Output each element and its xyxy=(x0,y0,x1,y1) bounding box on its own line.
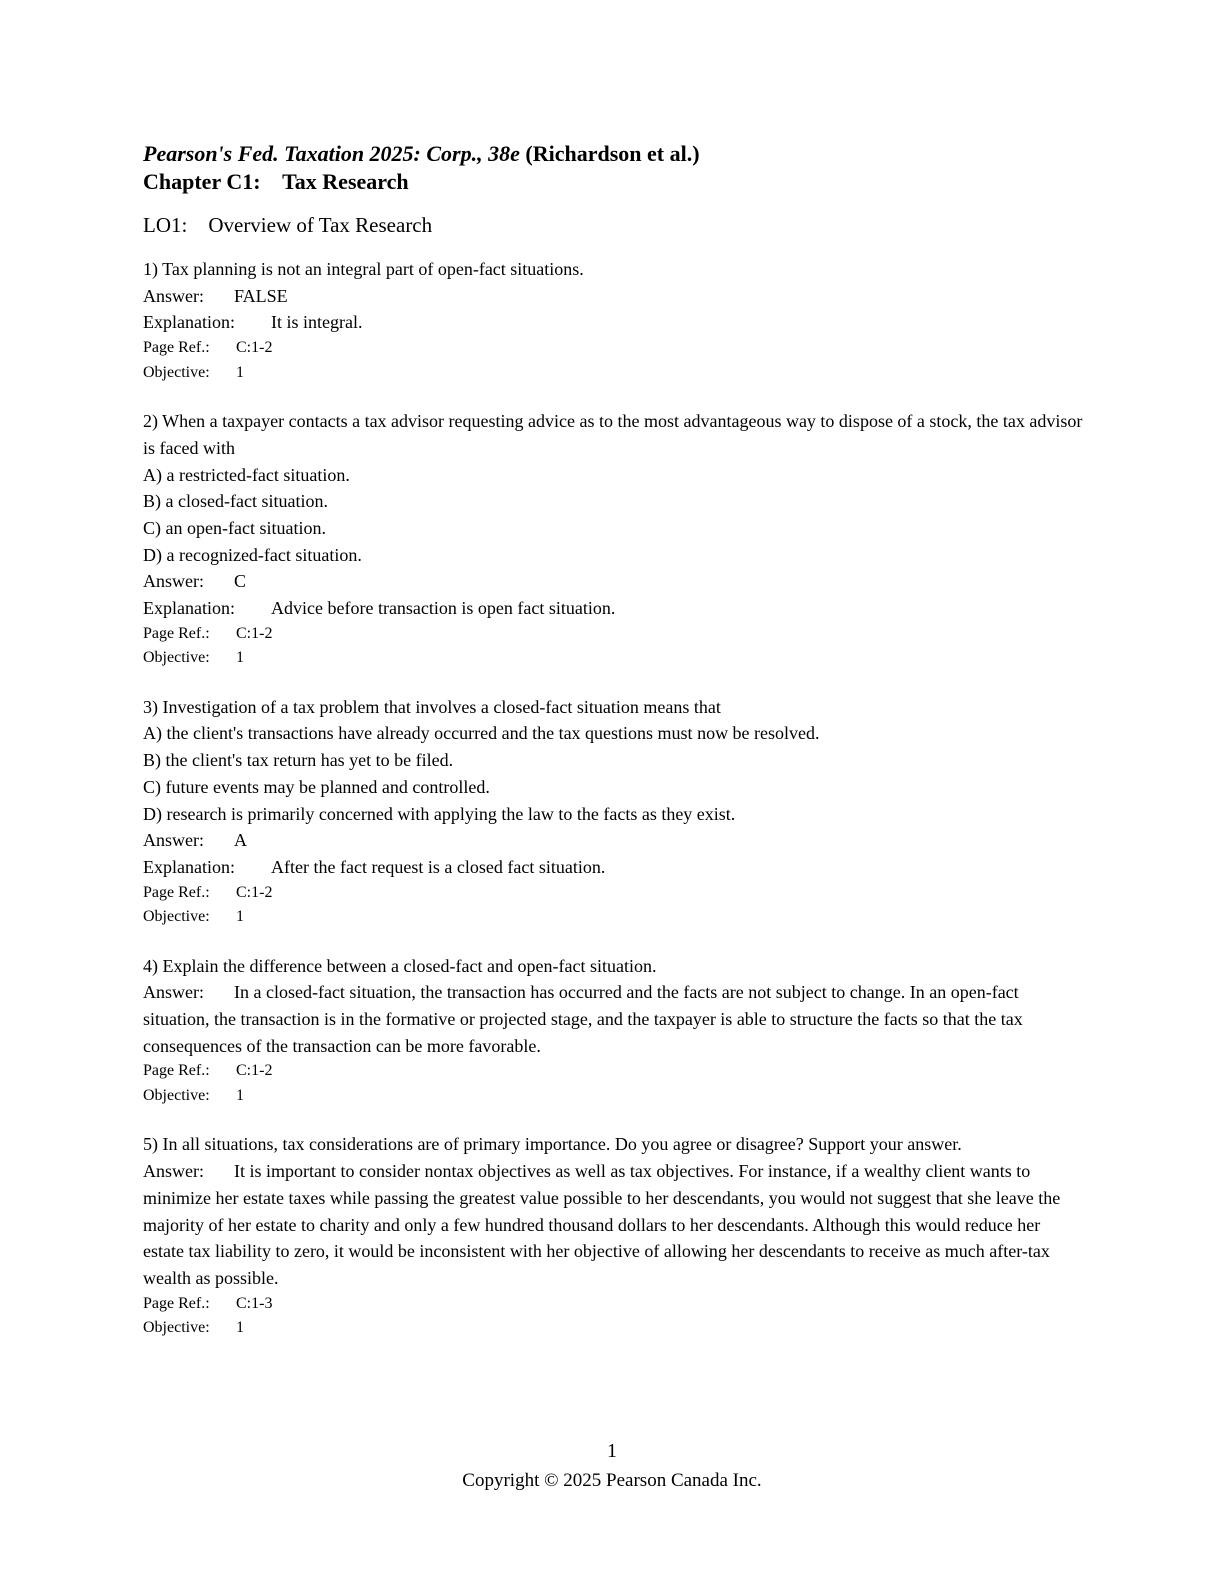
authors: (Richardson et al.) xyxy=(519,141,700,166)
objective-label: Objective: xyxy=(143,1086,210,1104)
explanation-label: Explanation: xyxy=(143,312,235,333)
objective-label: Objective: xyxy=(143,908,210,926)
answer-value: A xyxy=(234,830,247,851)
objective-value: 1 xyxy=(236,1086,244,1104)
book-title-line xyxy=(143,140,1083,168)
answer-label: Answer: xyxy=(143,1161,204,1182)
page-ref-value: C:1-3 xyxy=(236,1294,273,1312)
objective-label: Objective: xyxy=(143,649,210,667)
explanation-value: After the fact request is a closed fact situation. xyxy=(271,856,606,877)
answer-label: Answer: xyxy=(143,571,204,592)
question-stem: 1) Tax planning is not an integral part of open-fact situations. xyxy=(143,259,584,279)
question-stem: 2) When a taxpayer contacts a tax advisor requesting advice as to the most advantageous way to dispose of a stock, the tax advisor is faced with xyxy=(143,411,1083,458)
page-ref-label: Page Ref.: xyxy=(143,1294,210,1312)
answer-value: In a closed-fact situation, the transaction has occurred and the facts are not subject to change. In an open-fact situation, the transaction is in the formative or projected stage, and the taxpayer is able to structure the facts so that the tax consequences of the transaction can be more favorable. xyxy=(143,982,1023,1056)
answer-label: Answer: xyxy=(143,982,204,1003)
option-d: D) a recognized-fact situation. xyxy=(143,544,362,565)
explanation-label: Explanation: xyxy=(143,598,235,619)
page-ref-value: C:1-2 xyxy=(236,624,273,642)
answer-label: Answer: xyxy=(143,285,204,306)
objective-value: 1 xyxy=(236,908,244,926)
question-2 xyxy=(143,408,1083,671)
page-ref-label: Page Ref.: xyxy=(143,624,210,642)
question-5 xyxy=(143,1131,1083,1340)
page-ref-value: C:1-2 xyxy=(236,339,273,357)
objective-value: 1 xyxy=(236,1319,244,1337)
question-1 xyxy=(143,256,1083,385)
page-ref-label: Page Ref.: xyxy=(143,883,210,901)
objective-value: 1 xyxy=(236,649,244,667)
page-number: 1 xyxy=(607,1440,617,1462)
document-page xyxy=(143,140,1083,1364)
page-ref-label: Page Ref.: xyxy=(143,339,210,357)
objective-value: 1 xyxy=(236,363,244,381)
copyright: Copyright © 2025 Pearson Canada Inc. xyxy=(462,1470,762,1491)
page-ref-value: C:1-2 xyxy=(236,1062,273,1080)
option-c: C) an open-fact situation. xyxy=(143,517,326,538)
explanation-label: Explanation: xyxy=(143,856,235,877)
question-4 xyxy=(143,953,1083,1109)
question-stem: 4) Explain the difference between a closed-fact and open-fact situation. xyxy=(143,955,657,976)
page-ref-value: C:1-2 xyxy=(236,883,273,901)
question-stem: 5) In all situations, tax considerations are of primary importance. Do you agree or disagree? Support your answer. xyxy=(143,1134,962,1155)
answer-value: FALSE xyxy=(234,285,288,306)
objective-label: Objective: xyxy=(143,1319,210,1337)
option-b: B) a closed-fact situation. xyxy=(143,491,328,512)
question-3 xyxy=(143,694,1083,930)
option-b: B) the client's tax return has yet to be filed. xyxy=(143,750,454,771)
answer-value: C xyxy=(234,571,247,592)
option-c: C) future events may be planned and controlled. xyxy=(143,776,490,797)
explanation-value: Advice before transaction is open fact situation. xyxy=(271,598,616,619)
option-d: D) research is primarily concerned with applying the law to the facts as they exist. xyxy=(143,803,736,824)
option-a: A) the client's transactions have already occurred and the tax questions must now be resolved. xyxy=(143,723,820,744)
answer-value: It is important to consider nontax objectives as well as tax objectives. For instance, if a wealthy client wants to minimize her estate taxes while passing the greatest value possible to her descendants, you would not suggest that she leave the majority of her estate to charity and only a few hundred thousand dollars to her descendants. Although this would reduce her estate tax liability to zero, it would be inconsistent with her objective of allowing her descendants to receive as much after-tax wealth as possible. xyxy=(143,1161,1061,1288)
option-a: A) a restricted-fact situation. xyxy=(143,464,350,485)
objective-label: Objective: xyxy=(143,363,210,381)
answer-label: Answer: xyxy=(143,830,204,851)
section-title: LO1: Overview of Tax Research xyxy=(143,213,433,237)
chapter-title: Chapter C1: Tax Research xyxy=(143,169,409,194)
page-ref-label: Page Ref.: xyxy=(143,1062,210,1080)
book-title: Pearson's Fed. Taxation 2025: Corp., 38e xyxy=(143,141,520,166)
explanation-value: It is integral. xyxy=(271,312,363,333)
question-stem: 3) Investigation of a tax problem that involves a closed-fact situation means that xyxy=(143,696,721,717)
